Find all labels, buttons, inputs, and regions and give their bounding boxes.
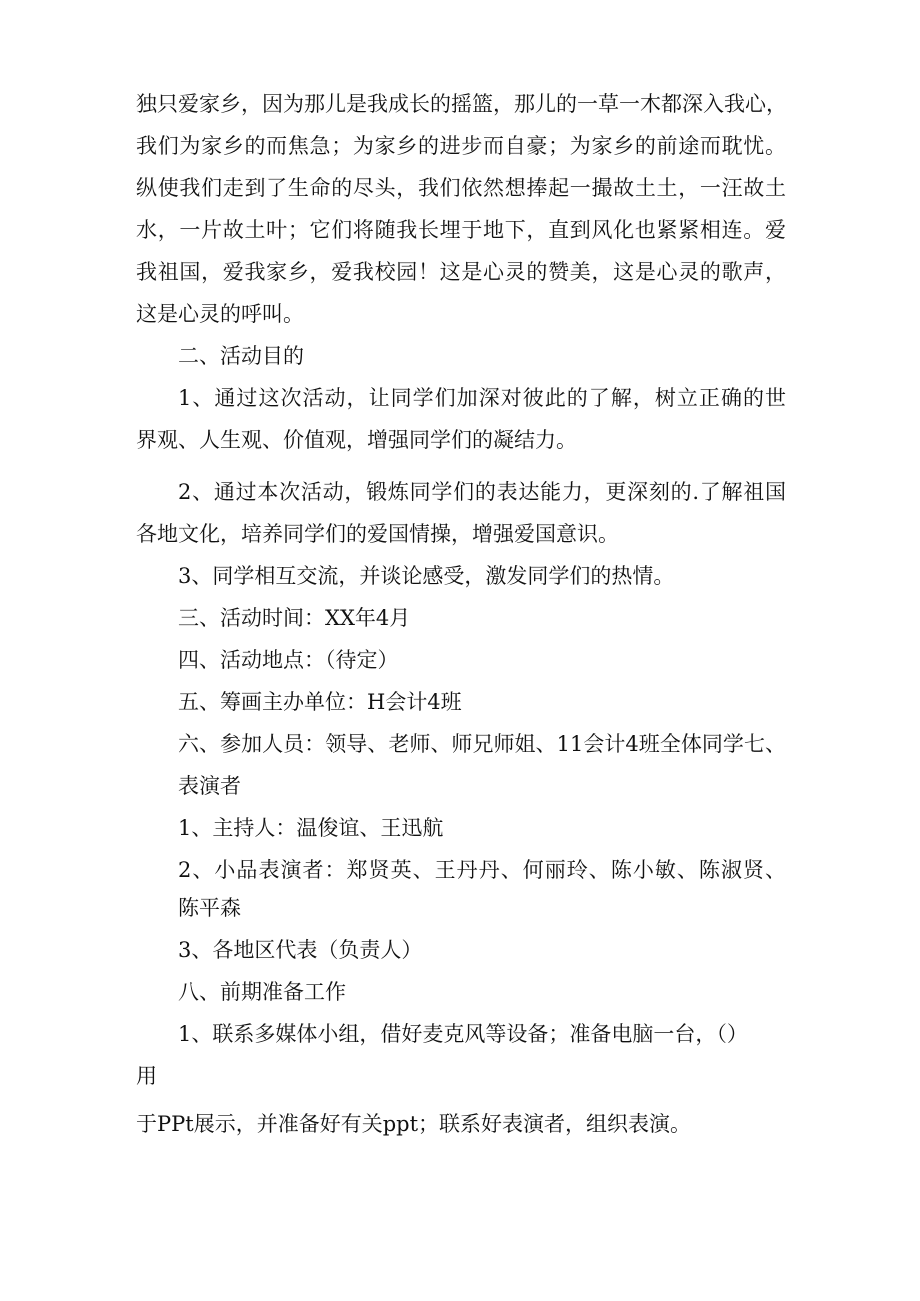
section-organizer: 五、筹画主办单位：H会计4班: [178, 690, 462, 714]
intro-line-1: 独只爱家乡，因为那儿是我成长的摇篮，那儿的一草一木都深入我心，: [136, 92, 787, 116]
preparation-item-1-line-2: 用: [136, 1064, 157, 1088]
intro-line-4: 水，一片故土叶；它们将随我长埋于地下，直到风化也紧紧相连。爱: [136, 218, 786, 242]
preparation-item-1-line-3: 于PPt展示，并准备好有关ppt；联系好表演者，组织表演。: [136, 1112, 692, 1136]
performer-item-2-line-2: 陈平森: [178, 896, 241, 920]
purpose-item-1-line-2: 界观、人生观、价值观，增强同学们的凝结力。: [136, 428, 577, 452]
purpose-item-1-line-1: 1、通过这次活动，让同学们加深对彼此的了解，树立正确的世: [178, 386, 786, 410]
intro-line-5: 我祖国，爱我家乡，爱我校园！这是心灵的赞美，这是心灵的歌声，: [136, 260, 786, 284]
section-time: 三、活动时间：XX年4月: [178, 606, 411, 630]
section-heading-purpose: 二、活动目的: [178, 344, 304, 368]
performer-item-1: 1、主持人：温俊谊、王迅航: [178, 816, 444, 840]
section-participants-line-1: 六、参加人员：领导、老师、师兄师姐、11会计4班全体同学七、: [178, 732, 786, 756]
purpose-item-2-line-1: 2、通过本次活动，锻炼同学们的表达能力，更深刻的.了解祖国: [178, 480, 786, 504]
section-heading-preparation: 八、前期准备工作: [178, 980, 346, 1004]
intro-line-2: 我们为家乡的而焦急；为家乡的进步而自豪；为家乡的前途而耽忧。: [136, 134, 786, 158]
intro-line-3: 纵使我们走到了生命的尽头，我们依然想捧起一撮故土土，一汪故土: [136, 176, 786, 200]
performer-item-3: 3、各地区代表（负责人）: [178, 938, 423, 962]
purpose-item-3: 3、同学相互交流，并谈论感受，激发同学们的热情。: [178, 564, 675, 588]
section-location: 四、活动地点：（待定）: [178, 648, 399, 672]
section-participants-line-2: 表演者: [178, 774, 241, 798]
performer-item-2-line-1: 2、小品表演者：郑贤英、王丹丹、何丽玲、陈小敏、陈淑贤、: [178, 858, 786, 882]
purpose-item-2-line-2: 各地文化，培养同学们的爱国情操，增强爱国意识。: [136, 522, 619, 546]
preparation-item-1-line-1: 1、联系多媒体小组，借好麦克风等设备；准备电脑一台，（）: [178, 1022, 748, 1046]
intro-line-6: 这是心灵的呼叫。: [136, 302, 304, 326]
